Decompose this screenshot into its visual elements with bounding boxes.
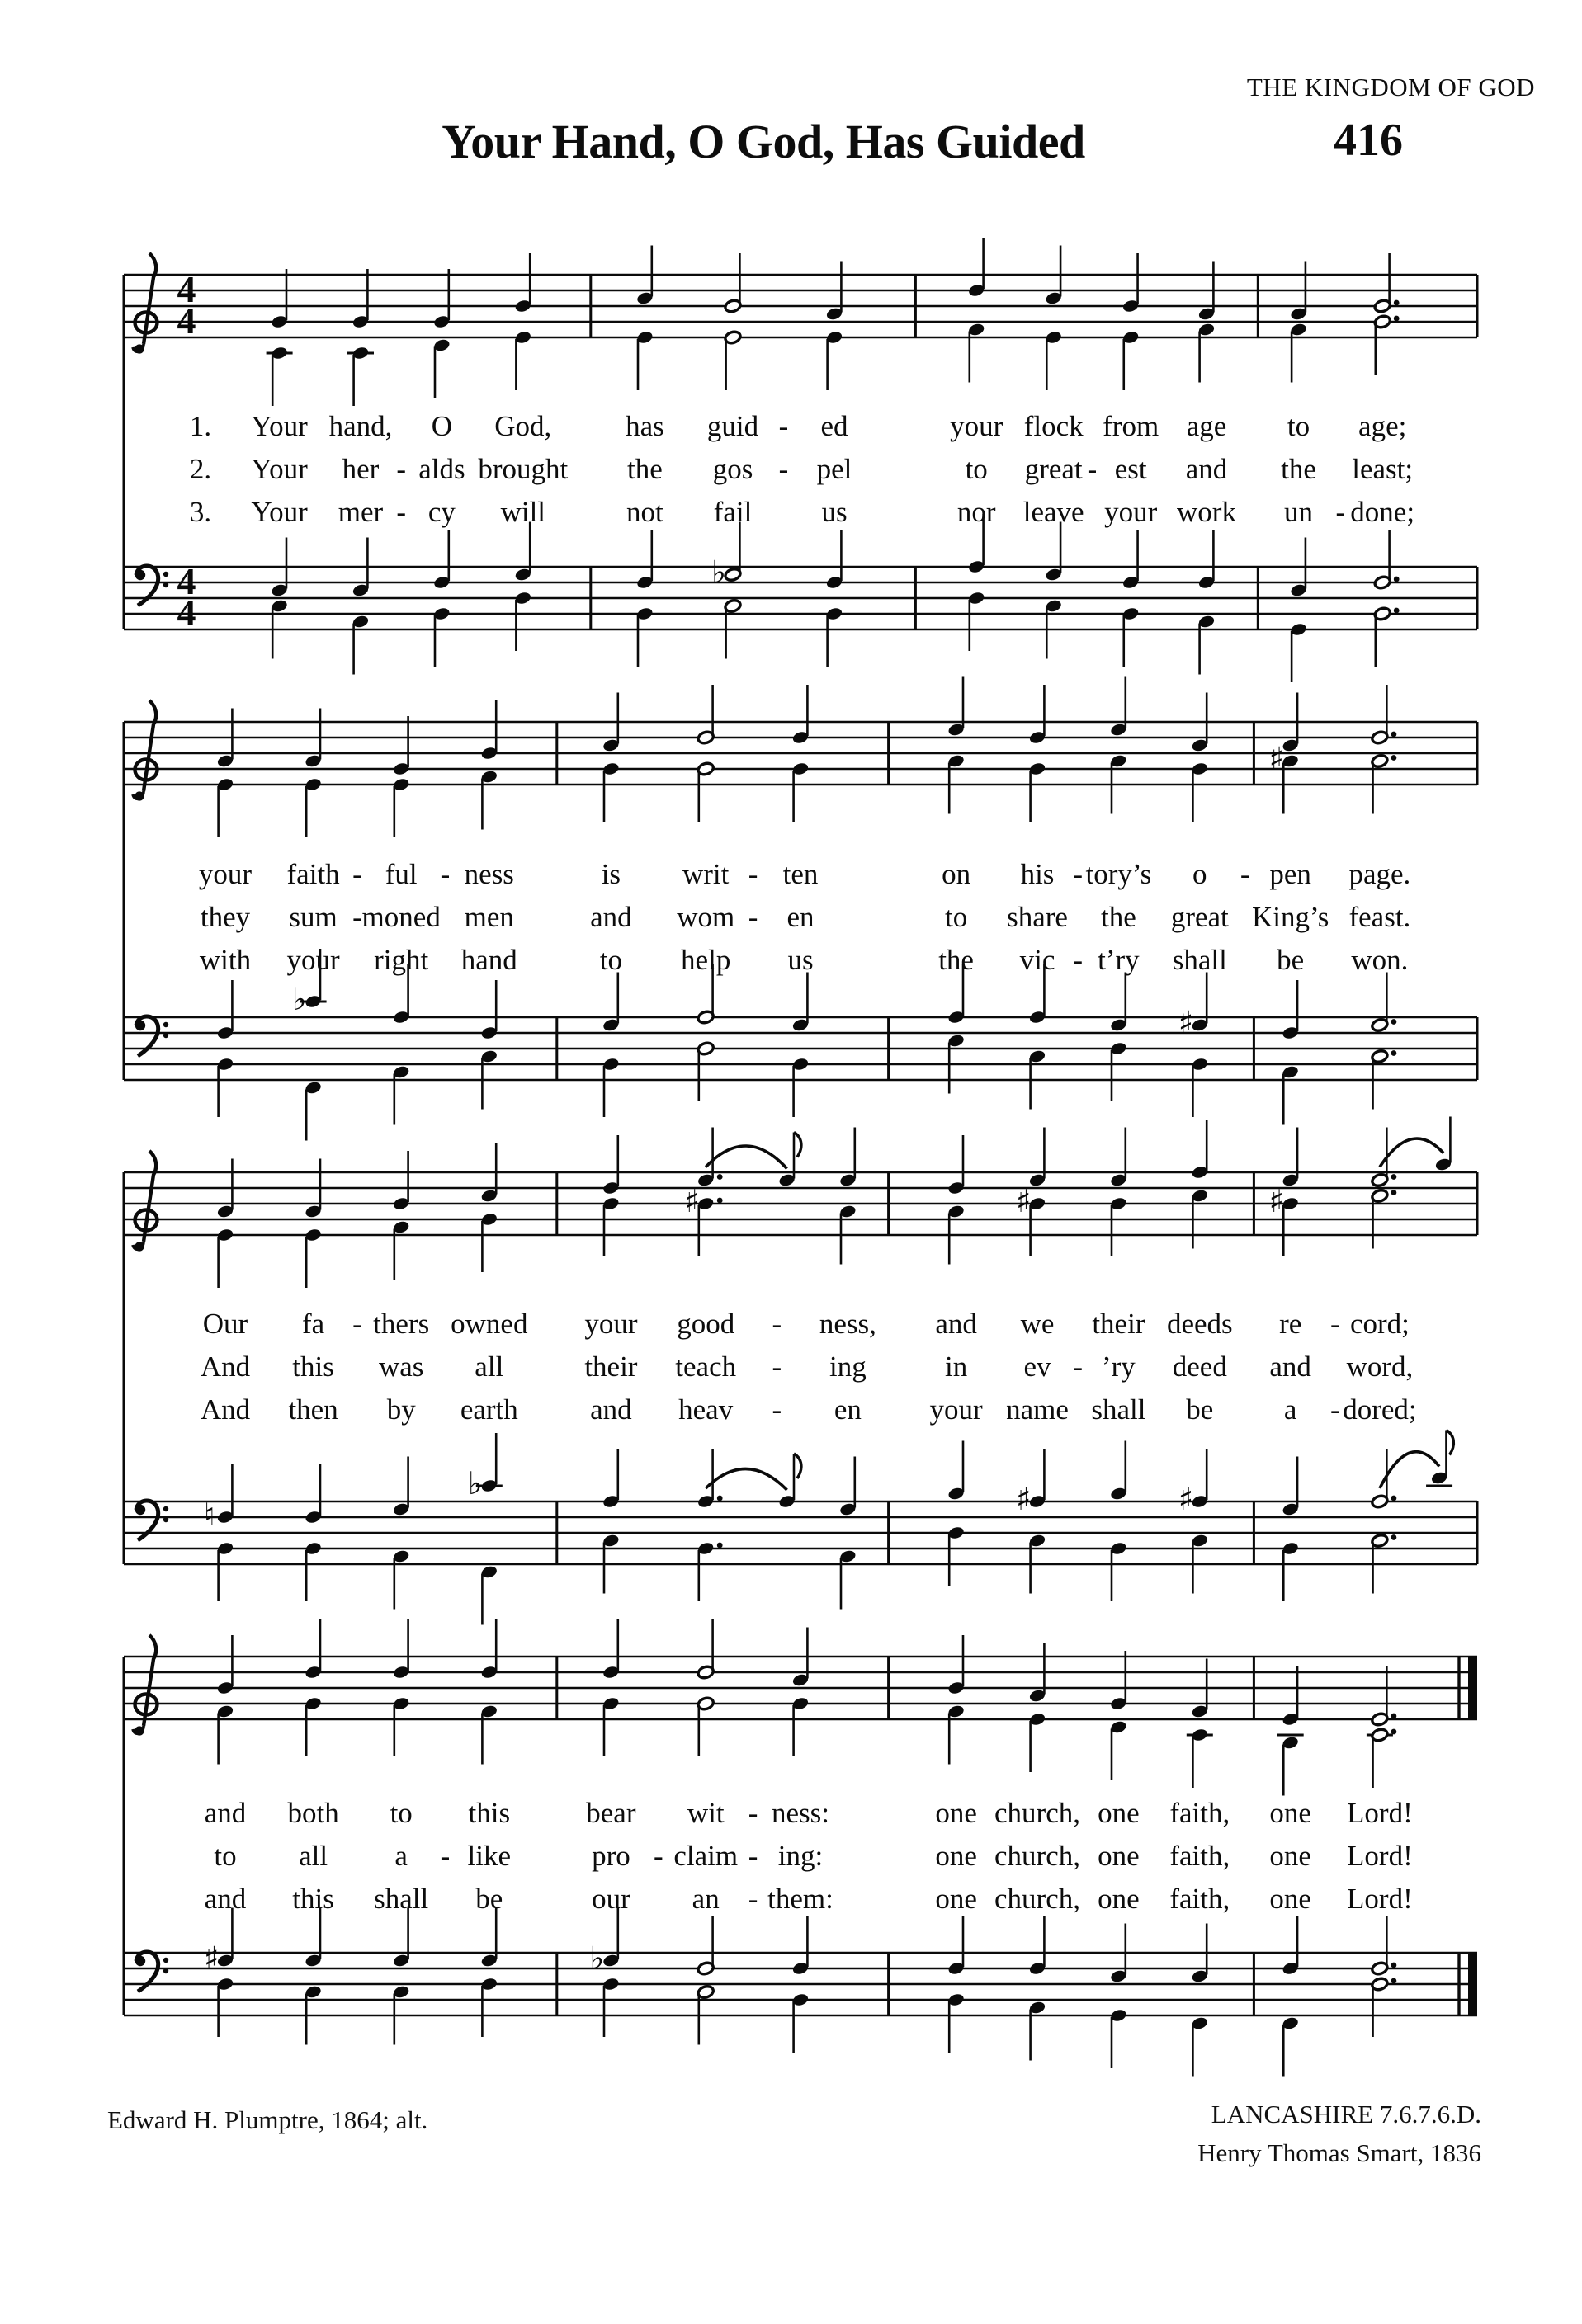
lyric-syllable: earth [460, 1393, 518, 1426]
lyric-syllable: was [378, 1351, 424, 1383]
lyric-syllable: one [935, 1883, 977, 1915]
lyric-syllable: on [942, 858, 971, 890]
lyric-syllable: to [390, 1797, 413, 1829]
lyric-syllable: and [590, 901, 632, 933]
lyric-syllable: one [1098, 1883, 1140, 1915]
lyric-syllable: cy [427, 496, 456, 528]
lyric-syllable: faith, [1169, 1797, 1230, 1829]
lyric-syllable: your [1104, 496, 1158, 528]
lyric-syllable: will [500, 496, 546, 528]
lyric-syllable: o [1192, 858, 1207, 890]
lyric-syllable: men [464, 901, 514, 933]
verse-number: 3. [189, 496, 212, 528]
lyric-syllable: faith, [1169, 1840, 1230, 1872]
lyric-syllable: like [467, 1840, 512, 1872]
svg-text:♭: ♭ [711, 554, 726, 591]
lyric-syllable: the [938, 944, 974, 976]
lyric-syllable: their [1092, 1308, 1145, 1340]
lyric-hyphen: - [440, 858, 451, 890]
svg-text:♮: ♮ [204, 1497, 215, 1533]
lyric-syllable: alds [418, 453, 465, 485]
lyric-syllable: dored; [1343, 1393, 1417, 1426]
lyric-line [0, 1797, 1582, 1835]
lyric-syllable: this [292, 1883, 334, 1915]
svg-text:4: 4 [177, 299, 196, 342]
lyric-syllable: the [627, 453, 663, 485]
lyric-syllable: Your [251, 496, 308, 528]
lyric-syllable: church, [994, 1797, 1080, 1829]
lyric-syllable: not [626, 496, 663, 528]
lyric-hyphen: - [352, 858, 362, 890]
lyric-hyphen: - [1240, 858, 1250, 890]
lyric-syllable: a [1283, 1393, 1297, 1426]
lyric-syllable: least; [1352, 453, 1414, 485]
lyric-syllable: in [944, 1351, 968, 1383]
lyric-syllable: your [286, 944, 340, 976]
lyric-syllable: one [1098, 1840, 1140, 1872]
lyric-syllable: your [929, 1393, 983, 1426]
lyric-syllable: the [1101, 901, 1136, 933]
lyric-syllable: and [590, 1393, 632, 1426]
lyric-syllable: re [1279, 1308, 1302, 1340]
lyric-syllable: help [681, 944, 731, 976]
lyric-syllable: is [601, 858, 621, 890]
lyric-syllable: one [1269, 1797, 1311, 1829]
lyric-hyphen: - [1087, 453, 1098, 485]
lyric-hyphen: - [352, 1308, 362, 1340]
verse-number: 2. [189, 453, 212, 485]
lyric-syllable: deeds [1166, 1308, 1233, 1340]
lyric-hyphen: - [352, 901, 362, 933]
lyric-syllable: vic [1019, 944, 1055, 976]
lyric-syllable: God, [494, 410, 552, 442]
lyric-syllable: your [198, 858, 253, 890]
lyric-syllable: owned [451, 1308, 528, 1340]
lyric-syllable: both [287, 1797, 339, 1829]
lyric-line [0, 453, 1582, 491]
lyric-hyphen: - [1073, 944, 1084, 976]
svg-text:♯: ♯ [1016, 1183, 1032, 1219]
lyric-syllable: ’ry [1101, 1351, 1136, 1383]
lyric-syllable: Your [251, 410, 308, 442]
lyric-hyphen: - [778, 410, 789, 442]
lyric-syllable: one [935, 1797, 977, 1829]
lyric-line [0, 944, 1582, 982]
lyric-syllable: heav [678, 1393, 734, 1426]
lyric-line [0, 901, 1582, 939]
lyric-hyphen: - [748, 858, 758, 890]
lyric-syllable: with [199, 944, 252, 976]
lyric-hyphen: - [748, 1797, 758, 1829]
lyric-syllable: ing [829, 1351, 867, 1383]
svg-text:♭: ♭ [589, 1940, 605, 1977]
author-credit: Edward H. Plumptre, 1864; alt. [107, 2105, 428, 2134]
lyric-hyphen: - [396, 496, 407, 528]
lyric-syllable: Our [202, 1308, 248, 1340]
svg-text:♭: ♭ [467, 1465, 483, 1501]
tune-name: LANCASHIRE 7.6.7.6.D. [1211, 2100, 1481, 2128]
svg-text:♯: ♯ [1178, 1481, 1194, 1517]
lyric-syllable: deed [1172, 1351, 1227, 1383]
lyric-syllable: right [374, 944, 429, 976]
svg-text:♯: ♯ [1268, 740, 1285, 777]
lyric-syllable: church, [994, 1840, 1080, 1872]
lyric-line [0, 496, 1582, 534]
lyric-line [0, 858, 1582, 896]
lyric-syllable: won. [1351, 944, 1409, 976]
lyric-syllable: one [1269, 1883, 1311, 1915]
lyric-syllable: fa [301, 1308, 325, 1340]
lyric-syllable: writ [682, 858, 730, 890]
lyric-syllable: one [935, 1840, 977, 1872]
lyric-line [0, 1308, 1582, 1346]
lyric-syllable: O [431, 410, 453, 442]
lyric-syllable: name [1006, 1393, 1069, 1426]
lyric-syllable: to [599, 944, 623, 976]
lyric-syllable: them: [767, 1883, 834, 1915]
lyric-syllable: this [292, 1351, 334, 1383]
lyric-syllable: pro [592, 1840, 630, 1872]
lyric-syllable: age [1186, 410, 1227, 442]
lyric-syllable: bear [586, 1797, 636, 1829]
svg-text:4: 4 [177, 560, 196, 602]
lyric-hyphen: - [1073, 1351, 1084, 1383]
lyric-syllable: be [1186, 1393, 1214, 1426]
lyric-syllable: your [950, 410, 1004, 442]
lyric-hyphen: - [778, 453, 789, 485]
lyric-syllable: leave [1022, 496, 1084, 528]
lyric-syllable: and [935, 1308, 977, 1340]
lyric-hyphen: - [748, 1840, 758, 1872]
lyric-syllable: church, [994, 1883, 1080, 1915]
lyric-syllable: great [1170, 901, 1229, 933]
lyric-hyphen: - [1073, 858, 1084, 890]
lyric-syllable: great [1024, 453, 1083, 485]
svg-text:♯: ♯ [204, 1940, 220, 1977]
lyric-syllable: faith, [1169, 1883, 1230, 1915]
lyric-syllable: tory’s [1085, 858, 1152, 890]
lyric-syllable: est [1114, 453, 1147, 485]
lyric-syllable: share [1007, 901, 1068, 933]
lyric-syllable: all [299, 1840, 328, 1872]
lyric-syllable: good [677, 1308, 735, 1340]
lyric-syllable: hand [460, 944, 517, 976]
lyric-line [0, 1351, 1582, 1388]
lyric-syllable: shall [374, 1883, 429, 1915]
lyric-syllable: mer [338, 496, 384, 528]
lyric-syllable: ness [464, 858, 514, 890]
lyric-syllable: Lord! [1347, 1883, 1413, 1915]
lyric-syllable: work [1177, 496, 1236, 528]
svg-text:♯: ♯ [684, 1183, 700, 1219]
lyric-syllable: t’ry [1098, 944, 1140, 976]
lyric-syllable: cord; [1349, 1308, 1410, 1340]
lyric-syllable: we [1020, 1308, 1055, 1340]
lyric-hyphen: - [748, 901, 758, 933]
lyric-syllable: us [821, 496, 848, 528]
lyric-line [0, 1840, 1582, 1878]
lyric-hyphen: - [1329, 1308, 1340, 1340]
lyric-syllable: And [200, 1393, 251, 1426]
lyric-hyphen: - [440, 1840, 451, 1872]
lyric-syllable: shall [1172, 944, 1227, 976]
lyric-syllable: they [200, 901, 251, 933]
lyric-hyphen: - [653, 1840, 663, 1872]
lyric-hyphen: - [748, 1883, 758, 1915]
lyric-hyphen: - [1329, 1393, 1340, 1426]
lyric-syllable: our [592, 1883, 630, 1915]
lyric-syllable: wit [687, 1797, 725, 1829]
lyric-syllable: word, [1346, 1351, 1414, 1383]
lyric-syllable: and [204, 1797, 247, 1829]
lyric-syllable: ness: [772, 1797, 829, 1829]
lyric-syllable: flock [1023, 410, 1084, 442]
svg-text:4: 4 [177, 592, 196, 634]
lyric-syllable: ev [1023, 1351, 1051, 1383]
lyric-syllable: pel [816, 453, 852, 485]
lyric-syllable: us [787, 944, 814, 976]
lyric-syllable: from [1103, 410, 1159, 442]
lyric-syllable: their [584, 1351, 638, 1383]
lyric-hyphen: - [396, 453, 407, 485]
lyric-syllable: ed [820, 410, 848, 442]
lyric-syllable: an [692, 1883, 720, 1915]
lyric-syllable: to [944, 901, 968, 933]
lyric-syllable: to [214, 1840, 237, 1872]
lyric-syllable: all [475, 1351, 504, 1383]
hymn-number: 416 [1334, 115, 1403, 166]
lyric-syllable: faith [286, 858, 340, 890]
lyric-syllable: gos [712, 453, 753, 485]
lyric-line [0, 1393, 1582, 1431]
lyric-syllable: pen [1269, 858, 1311, 890]
lyric-syllable: a [394, 1840, 408, 1872]
lyric-syllable: Lord! [1347, 1840, 1413, 1872]
lyric-syllable: be [1277, 944, 1305, 976]
lyric-syllable: shall [1091, 1393, 1146, 1426]
lyric-syllable: feast. [1348, 901, 1411, 933]
lyric-syllable: wom [677, 901, 735, 933]
lyric-syllable: Lord! [1347, 1797, 1413, 1829]
lyric-syllable: teach [675, 1351, 737, 1383]
lyric-syllable: brought [478, 453, 569, 485]
lyric-syllable: Your [251, 453, 308, 485]
lyric-syllable: to [1287, 410, 1310, 442]
lyric-syllable: your [584, 1308, 638, 1340]
lyric-syllable: his [1020, 858, 1055, 890]
lyric-syllable: one [1098, 1797, 1140, 1829]
lyric-hyphen: - [772, 1393, 782, 1426]
section-heading: THE KINGDOM OF GOD [1246, 73, 1535, 101]
lyric-syllable: page. [1348, 858, 1411, 890]
lyric-line [0, 1883, 1582, 1921]
lyric-syllable: age; [1358, 410, 1407, 442]
lyric-syllable: And [200, 1351, 251, 1383]
lyric-syllable: this [468, 1797, 511, 1829]
svg-text:♯: ♯ [1268, 1183, 1285, 1219]
verse-number: 1. [189, 410, 212, 442]
svg-text:4: 4 [177, 268, 196, 310]
lyric-syllable: one [1269, 1840, 1311, 1872]
lyric-syllable: her [342, 453, 380, 485]
svg-text:♭: ♭ [291, 981, 307, 1017]
lyric-syllable: guid [706, 410, 759, 442]
lyric-syllable: King’s [1251, 901, 1329, 933]
lyric-syllable: has [626, 410, 664, 442]
lyric-syllable: en [786, 901, 815, 933]
lyric-hyphen: - [1335, 496, 1346, 528]
lyric-syllable: ness, [819, 1308, 876, 1340]
composer-credit: Henry Thomas Smart, 1836 [1197, 2138, 1481, 2167]
lyric-syllable: nor [956, 496, 996, 528]
lyric-syllable: ing: [777, 1840, 824, 1872]
lyric-syllable: by [386, 1393, 416, 1426]
lyric-syllable: then [288, 1393, 338, 1426]
lyric-syllable: fail [713, 496, 753, 528]
svg-text:♯: ♯ [1178, 1004, 1194, 1041]
lyric-syllable: done; [1350, 496, 1415, 528]
lyric-syllable: ful [385, 858, 418, 890]
lyric-syllable: to [965, 453, 988, 485]
hymn-title: Your Hand, O God, Has Guided [442, 115, 1085, 168]
lyric-syllable: be [475, 1883, 503, 1915]
lyric-syllable: un [1284, 496, 1314, 528]
lyric-hyphen: - [772, 1351, 782, 1383]
lyric-syllable: the [1281, 453, 1316, 485]
lyric-syllable: ten [782, 858, 819, 890]
lyric-syllable: thers [373, 1308, 430, 1340]
svg-text:♯: ♯ [1016, 1481, 1032, 1517]
lyric-syllable: en [834, 1393, 862, 1426]
lyric-syllable: claim [673, 1840, 739, 1872]
lyric-syllable: and [1185, 453, 1228, 485]
lyric-syllable: hand, [328, 410, 393, 442]
lyric-syllable: and [1269, 1351, 1311, 1383]
lyric-hyphen: - [772, 1308, 782, 1340]
lyric-syllable: sum [289, 901, 338, 933]
lyric-syllable: moned [361, 901, 441, 933]
lyric-syllable: and [204, 1883, 247, 1915]
lyric-line [0, 410, 1582, 448]
